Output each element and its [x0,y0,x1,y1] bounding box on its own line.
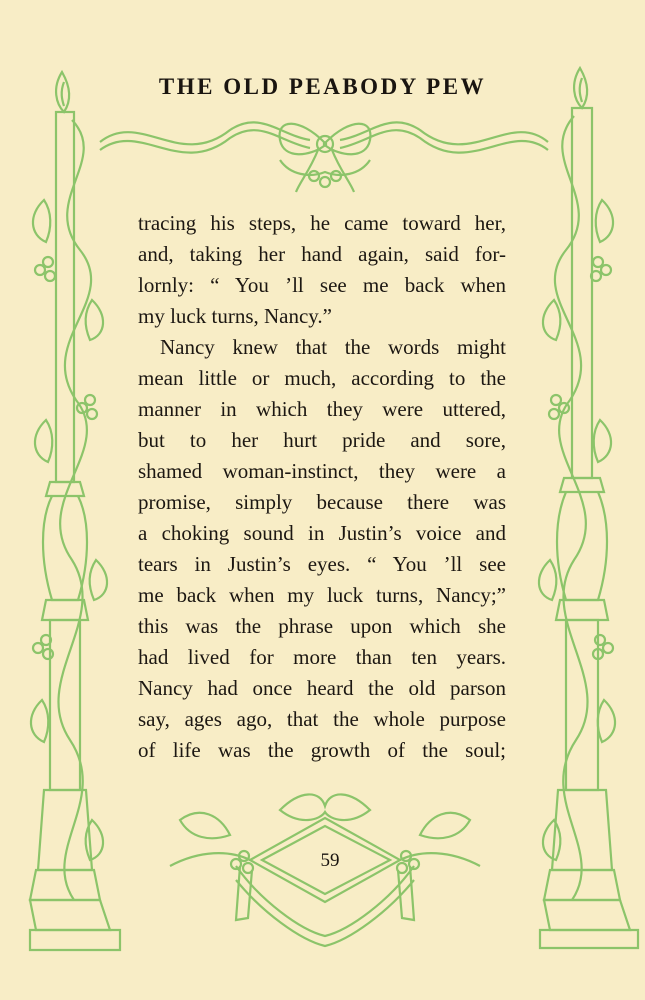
text-line: say, ages ago, that the whole purpose [138,707,506,731]
text-line: tears in Justin’s eyes. “ You ’ll see [138,552,506,576]
text-line: shamed woman-instinct, they were a [138,459,506,483]
page-number: 59 [320,850,340,871]
text-line: manner in which they were uttered, [138,397,506,421]
text-line: promise, simply because there was [138,490,506,514]
text-line: but to her hurt pride and sore, [138,428,506,452]
text-line: this was the phrase upon which she [138,614,506,638]
text-line: me back when my luck turns, Nancy;” [138,583,506,607]
text-line: of life was the growth of the soul; [138,738,506,762]
text-line: and, taking her hand again, said for- [138,242,506,266]
text-line: a choking sound in Justin’s voice and [138,521,506,545]
running-head: THE OLD PEABODY PEW [158,74,487,99]
text-line: Nancy knew that the words might [160,335,506,359]
text-line: had lived for more than ten years. [138,645,506,669]
top-garland-ornament [100,122,548,192]
right-candle-ornament [539,68,638,948]
text-line: my luck turns, Nancy.” [138,304,333,328]
left-candle-ornament [30,72,120,950]
text-line: tracing his steps, he came toward her, [138,211,506,235]
text-line: mean little or much, according to the [138,366,506,390]
body-text [138,208,506,766]
text-line: lornly: “ You ’ll see me back when [138,273,506,297]
text-line: Nancy had once heard the old parson [138,676,506,700]
